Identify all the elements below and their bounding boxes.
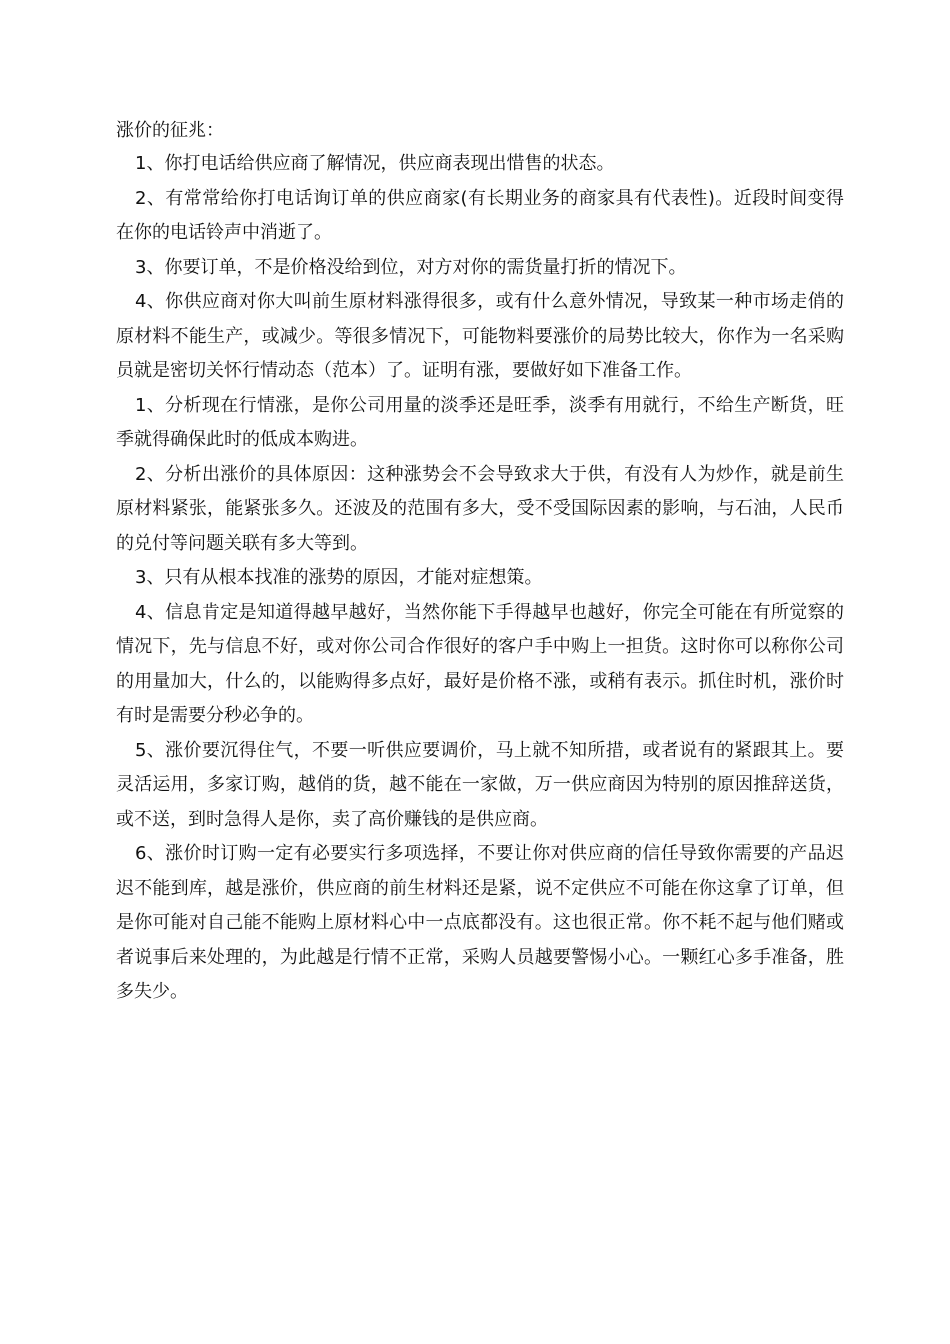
paragraph-7: 3、只有从根本找准的涨势的原因，才能对症想策。 xyxy=(135,567,543,588)
paragraph-4: 4、你供应商对你大叫前生原材料涨得很多，或有什么意外情况，导致某一种市场走俏的原材料不能生产，或减少。等很多情况下，可能物料要涨价的局势比较大，你作为一名采购员就是密切关怀行情动态（范本）了。证明有涨，要做好如下准备工作。 xyxy=(116,291,844,381)
paragraph-9: 5、涨价要沉得住气，不要一听供应要调价，马上就不知所措，或者说有的紧跟其上。要灵活运用，多家订购，越俏的货，越不能在一家做，万一供应商因为特别的原因推辞送货，或不送，到时急得人是你，卖了高价赚钱的是供应商。 xyxy=(116,739,844,830)
paragraph-5: 1、分析现在行情涨，是你公司用量的淡季还是旺季，淡季有用就行，不给生产断货，旺季就得确保此时的低成本购进。 xyxy=(116,394,844,450)
paragraph-6: 2、分析出涨价的具体原因：这种涨势会不会导致求大于供，有没有人为炒作，就是前生原材料紧张，能紧张多久。还波及的范围有多大，受不受国际因素的影响，与石油，人民币的兑付等问题关联有多大等到。 xyxy=(116,463,844,554)
paragraph-1: 1、你打电话给供应商了解情况，供应商表现出惜售的状态。 xyxy=(135,153,615,174)
document-title: 涨价的征兆： xyxy=(116,120,224,141)
paragraph-2: 2、有常常给你打电话询订单的供应商家(有长期业务的商家具有代表性)。近段时间变得在你的电话铃声中消逝了。 xyxy=(116,187,844,243)
paragraph-3: 3、你要订单，不是价格没给到位，对方对你的需货量打折的情况下。 xyxy=(135,256,687,278)
paragraph-8: 4、信息肯定是知道得越早越好，当然你能下手得越早也越好，你完全可能在有所觉察的情况下，先与信息不好，或对你公司合作很好的客户手中购上一担货。这时你可以称你公司的用量加大，什么的，以能购得多点好，最好是价格不涨，或稍有表示。抓住时机，涨价时有时是需要分秒必争的。 xyxy=(116,601,844,726)
paragraph-10: 6、涨价时订购一定有必要实行多项选择，不要让你对供应商的信任导致你需要的产品迟迟不能到库，越是涨价，供应商的前生材料还是紧，说不定供应不可能在你这拿了订单，但是你可能对自己能不能购上原材料心中一点底都没有。这也很正常。你不耗不起与他们赌或者说事后来处理的，为此越是行情不正常，采购人员越要警惕小心。一颗红心多手准备，胜多失少。 xyxy=(116,843,844,1002)
document-page xyxy=(116,117,844,1010)
